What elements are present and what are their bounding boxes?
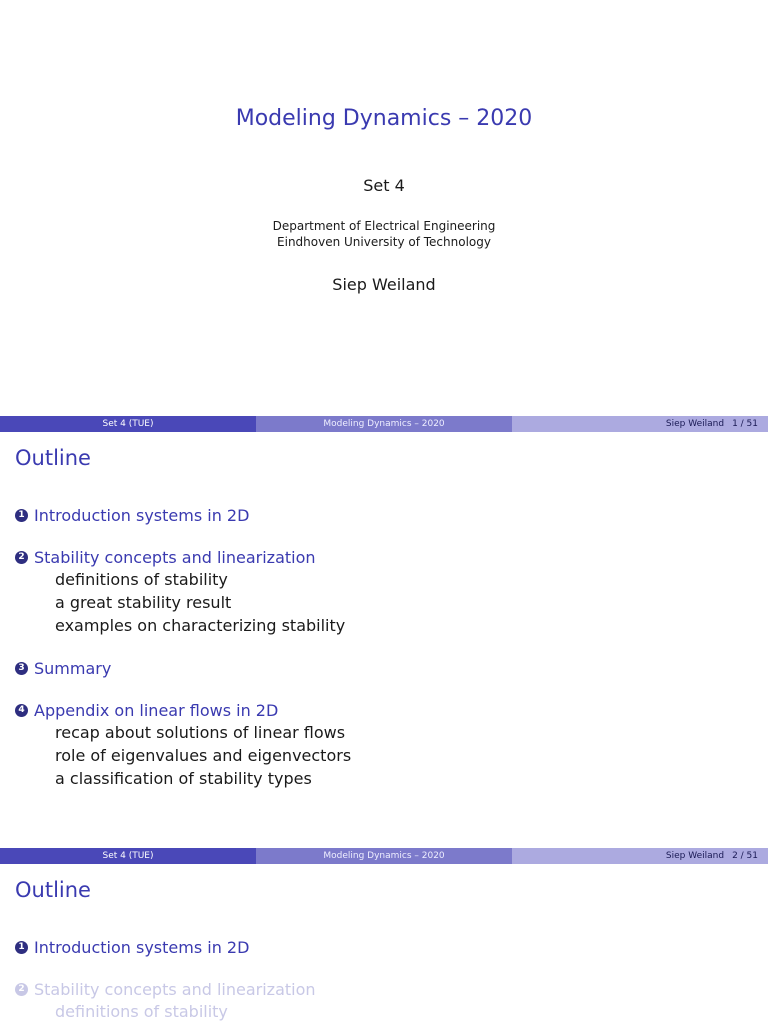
section-number-badge: 2 — [15, 551, 28, 564]
toc-subsection[interactable]: definitions of stability — [55, 1002, 228, 1021]
toc-section-1[interactable] — [15, 936, 316, 958]
frame-title: Outline — [15, 446, 91, 470]
toc-section-label: Stability concepts and linearization — [34, 979, 316, 999]
footer-author: Siep Weiland — [665, 851, 725, 861]
toc-subsection[interactable]: role of eigenvalues and eigenvectors — [55, 746, 352, 765]
footer-author: Siep Weiland — [665, 419, 725, 429]
toc-section-label: Appendix on linear flows in 2D — [34, 700, 279, 720]
footer-title: Modeling Dynamics – 2020 — [256, 848, 512, 864]
slide-footer — [0, 848, 768, 864]
toc-section-2[interactable] — [15, 546, 351, 568]
toc-section-label: Introduction systems in 2D — [34, 937, 250, 957]
toc-section-1[interactable] — [15, 504, 351, 526]
presentation-author: Siep Weiland — [332, 275, 436, 294]
footer-right — [512, 848, 768, 864]
presentation-title: Modeling Dynamics – 2020 — [235, 106, 533, 131]
section-number-badge: 2 — [15, 983, 28, 996]
section-number-badge: 4 — [15, 704, 28, 717]
toc-section-4[interactable] — [15, 699, 351, 721]
footer-title: Modeling Dynamics – 2020 — [256, 416, 512, 432]
toc-section-label: Stability concepts and linearization — [34, 547, 316, 567]
footer-short-title: Set 4 (TUE) — [0, 848, 256, 864]
toc-subsection[interactable]: definitions of stability — [55, 570, 228, 589]
table-of-contents — [15, 936, 316, 1023]
frame-title: Outline — [15, 878, 91, 902]
footer-short-title: Set 4 (TUE) — [0, 416, 256, 432]
outline-slide — [0, 432, 768, 848]
footer-page-number: 2 / 51 — [732, 851, 758, 861]
slide-footer — [0, 416, 768, 432]
presentation-subtitle: Set 4 — [363, 176, 405, 195]
institute-university: Eindhoven University of Technology — [277, 235, 491, 249]
footer-right — [512, 416, 768, 432]
toc-section-label: Introduction systems in 2D — [34, 505, 250, 525]
toc-section-label: Summary — [34, 658, 112, 678]
toc-subsection[interactable]: a classification of stability types — [55, 769, 312, 788]
section-number-badge: 3 — [15, 662, 28, 675]
section-number-badge: 1 — [15, 941, 28, 954]
toc-subsection[interactable]: a great stability result — [55, 593, 232, 612]
title-slide — [0, 0, 768, 416]
toc-subsection[interactable]: recap about solutions of linear flows — [55, 723, 346, 742]
toc-section-2[interactable] — [15, 978, 316, 1000]
toc-section-3[interactable] — [15, 657, 351, 679]
footer-page-number: 1 / 51 — [732, 419, 758, 429]
table-of-contents — [15, 504, 351, 790]
institute-department: Department of Electrical Engineering — [272, 219, 496, 233]
outline-slide-highlight — [0, 864, 768, 1024]
section-number-badge: 1 — [15, 509, 28, 522]
toc-subsection[interactable]: examples on characterizing stability — [55, 616, 346, 635]
